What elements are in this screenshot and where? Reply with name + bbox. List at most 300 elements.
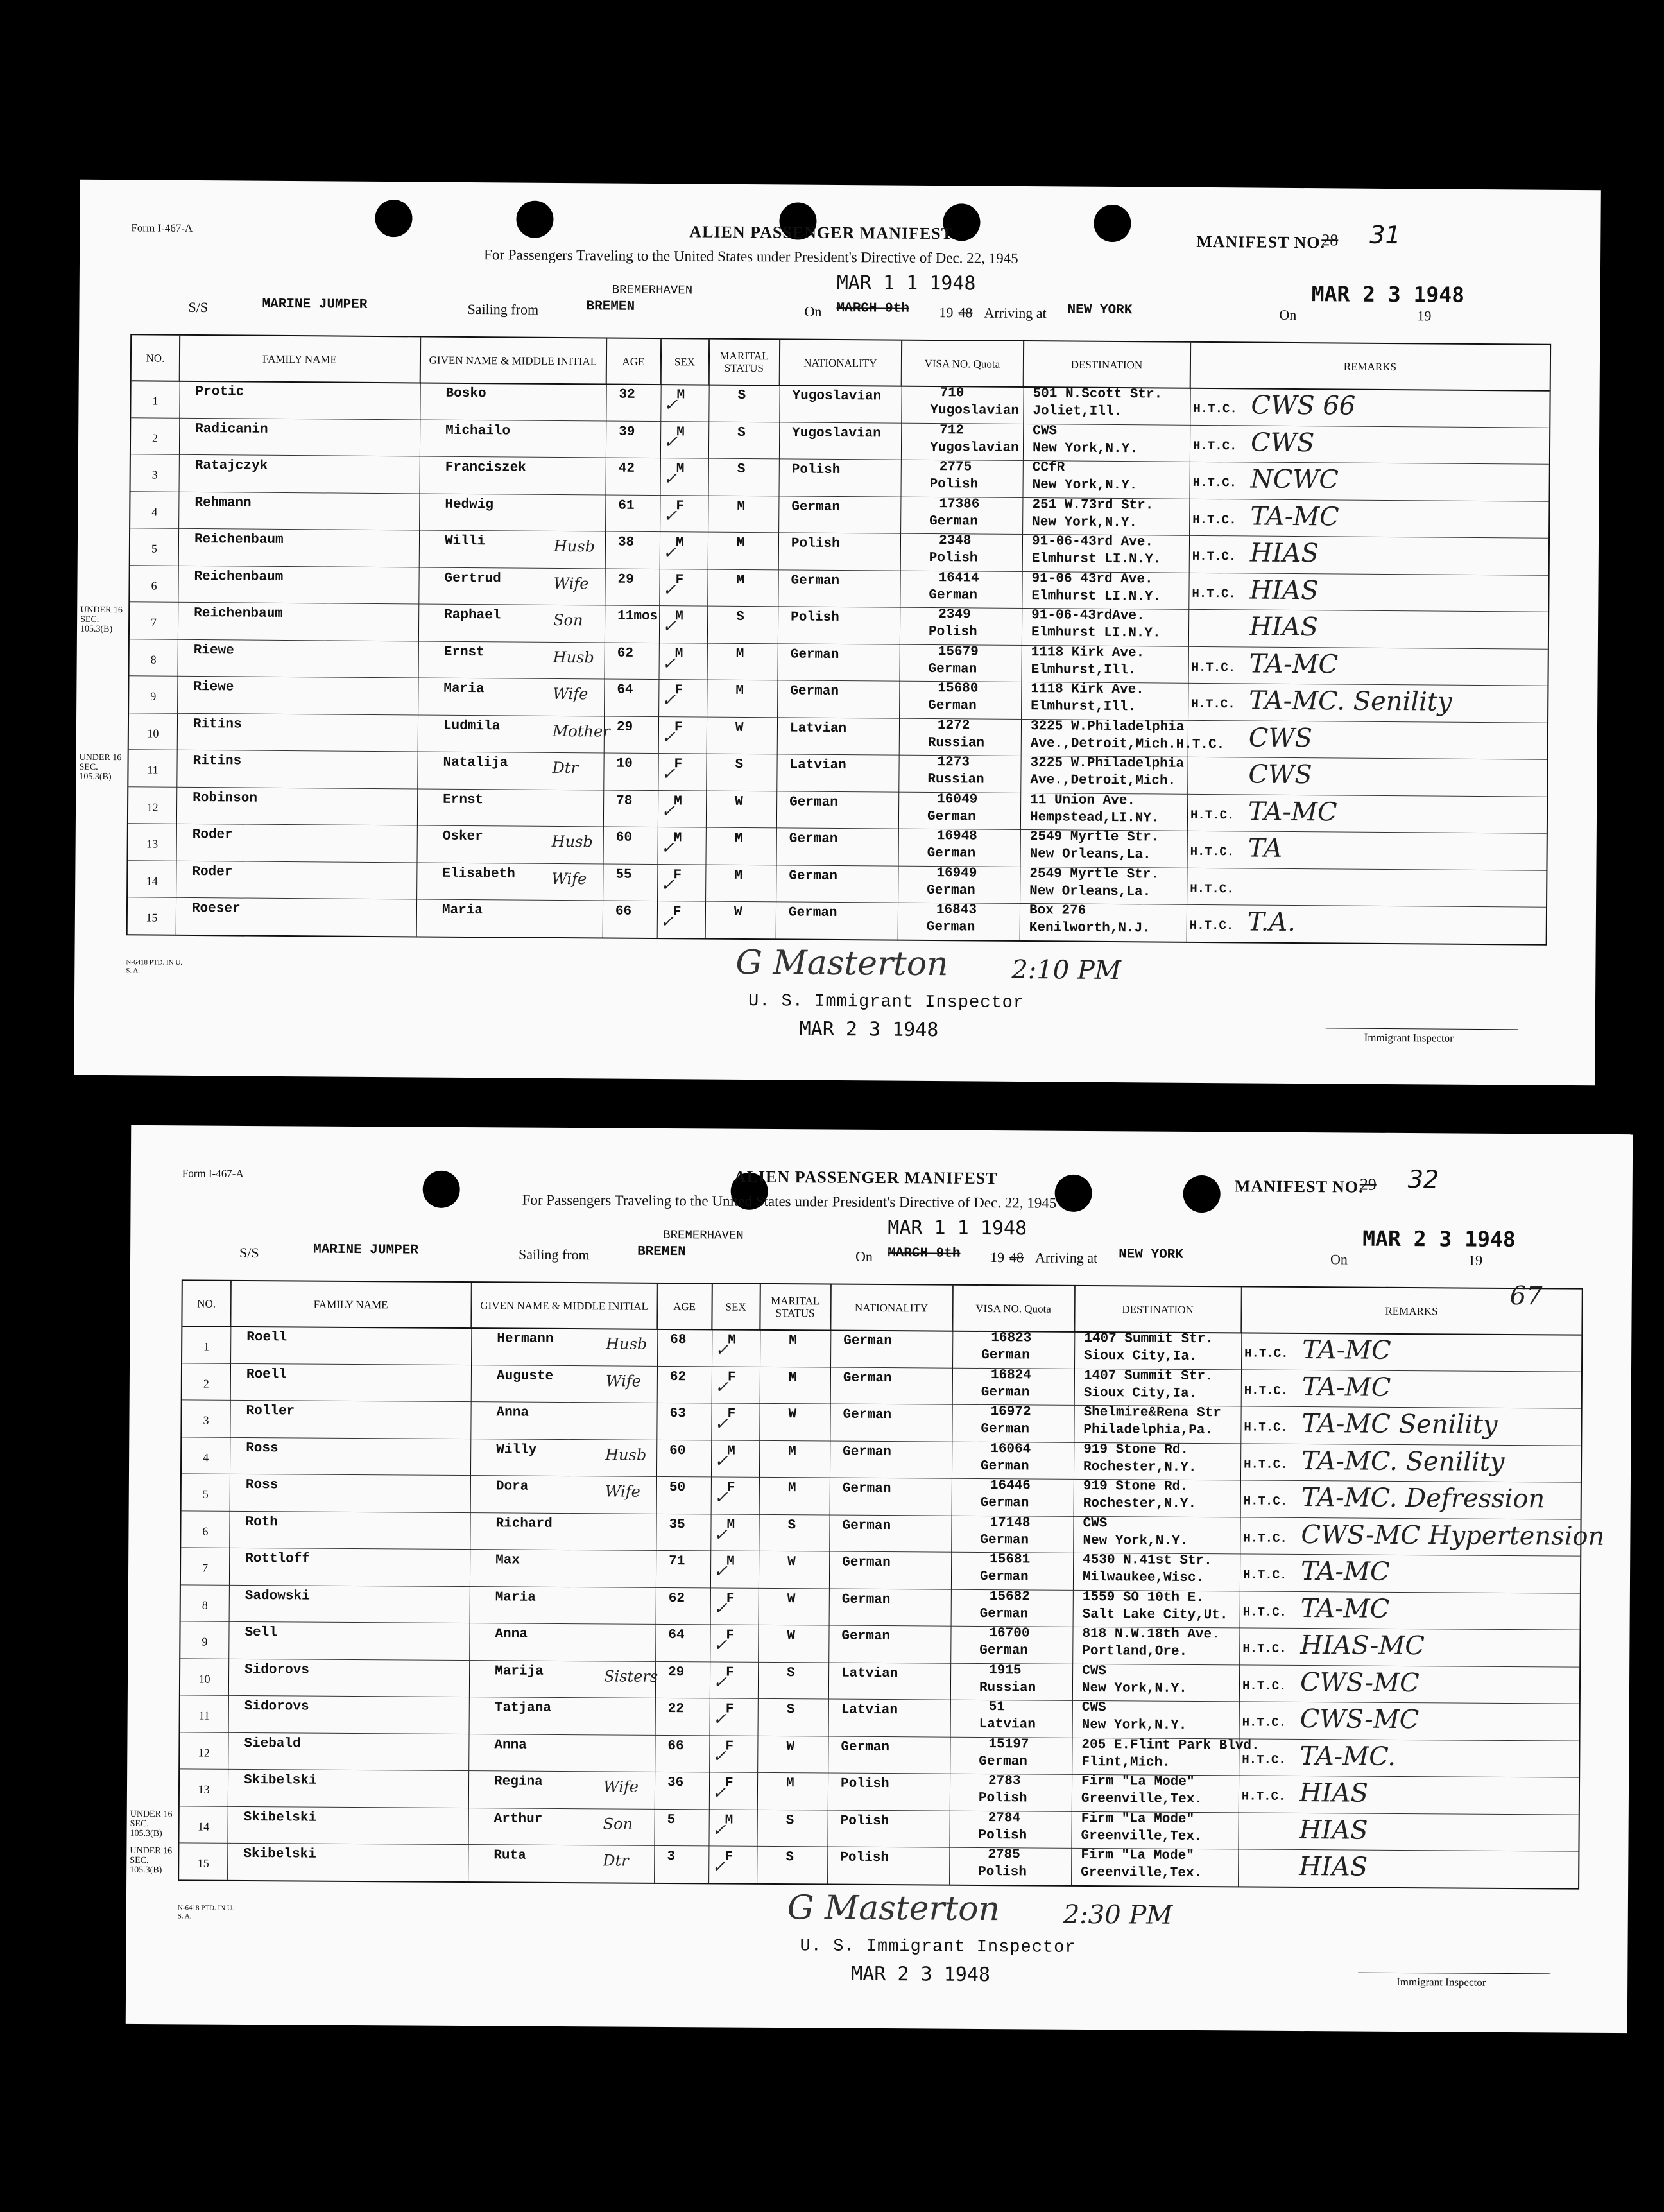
check-mark: ✓ (714, 1525, 728, 1545)
visa-number: 15681 (990, 1552, 1031, 1568)
check-mark: ✓ (663, 506, 678, 526)
nationality: Polish (791, 536, 840, 552)
remark-handwritten: TA-MC. Senility (1301, 1446, 1505, 1477)
manifest-number-label: MANIFEST NO. (1234, 1177, 1364, 1197)
given-name: Raphael (444, 607, 501, 623)
visa-quota: Latvian (979, 1716, 1036, 1732)
arriving-port: NEW YORK (1067, 302, 1133, 318)
destination-line2: New York,N.Y. (1083, 1533, 1188, 1549)
col-visa-header: VISA NO. Quota (952, 1286, 1074, 1331)
check-mark: ✓ (661, 765, 676, 784)
htc-code: H.T.C. (1244, 1456, 1288, 1472)
remark-handwritten: NCWC (1250, 464, 1339, 495)
nationality: Polish (840, 1850, 889, 1866)
htc-code: H.T.C. (1241, 1789, 1286, 1804)
row-number: 5 (202, 1487, 209, 1501)
manifest-table (178, 1279, 1605, 1889)
marital-status: S (737, 462, 746, 477)
age: 71 (669, 1553, 685, 1569)
marital-status: S (786, 1702, 795, 1718)
marital-status: S (787, 1517, 796, 1533)
family-relation-note: Husb (606, 1335, 648, 1353)
destination-line2: Rochester,N.Y. (1083, 1459, 1197, 1475)
destination-line1: 251 W.73rd Str. (1032, 497, 1154, 513)
col-destination-header: DESTINATION (1074, 1286, 1241, 1333)
remark-handwritten: TA-MC. Senility (1249, 686, 1452, 717)
visa-quota: Polish (978, 1864, 1027, 1880)
date-struck: MARCH 9th (836, 300, 910, 316)
family-name: Robinson (193, 790, 258, 806)
check-mark: ✓ (660, 912, 674, 932)
sex: F (726, 1665, 734, 1681)
destination-line2: New York,N.Y. (1081, 1717, 1187, 1733)
row-number: 8 (150, 653, 157, 666)
under-16-margin-note: UNDER 16 SEC. 105.3(B) (130, 1809, 173, 1838)
remark-handwritten: TA-MC (1301, 1372, 1391, 1403)
form-number: Form I-467-A (182, 1167, 244, 1180)
row-number: 6 (202, 1525, 209, 1538)
visa-quota: Polish (978, 1790, 1027, 1806)
destination-line2: Rochester,N.Y. (1083, 1496, 1197, 1512)
sailing-label: Sailing from (519, 1246, 590, 1263)
nationality: German (843, 1333, 892, 1349)
visa-number: 1915 (989, 1663, 1022, 1678)
nationality: Polish (791, 462, 841, 478)
destination-line2: Ave.,Detroit,Mich. (1030, 773, 1176, 789)
marital-status: W (735, 720, 744, 736)
sex: F (726, 1628, 735, 1643)
age: 64 (617, 682, 633, 698)
sex: M (676, 424, 685, 440)
marital-status: M (735, 683, 744, 698)
visa-quota: German (928, 661, 977, 677)
on2-label: On (1330, 1251, 1348, 1268)
year2: 19 (1417, 307, 1432, 324)
destination-line2: Salt Lake City,Ut. (1082, 1607, 1228, 1623)
nationality: German (841, 1629, 891, 1645)
manifest-number: 32 (1407, 1165, 1439, 1194)
age: 29 (616, 720, 633, 735)
family-name: Reichenbaum (194, 605, 283, 621)
row-number: 13 (146, 837, 159, 851)
family-relation-note: Husb (551, 832, 593, 851)
nationality: German (788, 905, 837, 921)
year-prefix: 19 (990, 1249, 1005, 1266)
col-nationality-header: NATIONALITY (780, 340, 902, 385)
age: 62 (668, 1591, 685, 1606)
htc-code: H.T.C. (1190, 844, 1235, 860)
row-number: 12 (198, 1746, 210, 1759)
marital-status: M (788, 1444, 796, 1459)
visa-quota: German (927, 883, 975, 899)
destination-line2: New York,N.Y. (1081, 1681, 1187, 1697)
ship-name: MARINE JUMPER (262, 297, 368, 313)
family-name: Roder (192, 827, 233, 843)
nationality: Yugoslavian (792, 425, 881, 441)
row-number: 8 (202, 1598, 208, 1612)
destination-line1: 1407 Summit Str. (1084, 1331, 1214, 1347)
visa-quota: German (981, 1421, 1030, 1437)
remark-handwritten: TA (1248, 833, 1283, 863)
family-name: Roell (246, 1329, 287, 1345)
visa-number: 16948 (936, 829, 977, 844)
age: 22 (667, 1701, 685, 1717)
visa-quota: Russian (979, 1680, 1036, 1695)
destination-line1: 2549 Myrtle Str. (1029, 866, 1160, 883)
nationality: German (843, 1370, 892, 1386)
destination-line2: Portland,Ore. (1082, 1643, 1188, 1659)
visa-number: 16824 (990, 1367, 1032, 1383)
destination-line2: Hempstead,LI.NY. (1029, 809, 1160, 826)
remark-handwritten: TA-MC. Defression (1301, 1483, 1545, 1514)
check-mark: ✓ (712, 1672, 727, 1693)
visa-number: 15682 (989, 1589, 1030, 1604)
check-mark: ✓ (661, 727, 676, 747)
check-mark: ✓ (714, 1451, 729, 1471)
visa-quota: German (979, 1606, 1029, 1621)
destination-line1: 91-06-43rdAve. (1031, 608, 1145, 624)
row-number: 6 (151, 579, 157, 592)
visa-number: 15197 (988, 1736, 1029, 1752)
visa-quota: German (927, 809, 976, 825)
manifest-sheet-31 (74, 180, 1601, 1086)
row-number: 9 (150, 689, 157, 703)
visa-number: 1272 (937, 718, 970, 733)
sex: F (727, 1406, 736, 1422)
check-mark: ✓ (662, 653, 676, 673)
given-name: Michailo (445, 423, 511, 438)
nationality: Yugoslavian (792, 388, 882, 404)
given-name: Arthur (493, 1811, 543, 1827)
given-name: Hedwig (445, 497, 494, 512)
given-name: Osker (442, 829, 483, 845)
visa-number: 15680 (938, 681, 979, 696)
nationality: German (789, 868, 838, 884)
visa-number: 2784 (988, 1810, 1021, 1826)
marital-status: M (736, 573, 745, 588)
destination-line1: 4530 N.41st Str. (1083, 1552, 1212, 1569)
destination-line1: 919 Stone Rd. (1083, 1442, 1189, 1458)
row-number: 15 (197, 1856, 209, 1870)
sex: F (726, 1591, 735, 1607)
destination-line1: CWS (1083, 1516, 1108, 1531)
manifest-sheet-32 (126, 1125, 1633, 2033)
punch-hole (1055, 1175, 1092, 1212)
col-marital-header: MARITAL STATUS (760, 1284, 830, 1330)
check-mark: ✓ (663, 432, 678, 452)
destination-line1: 1118 Kirk Ave. (1031, 644, 1145, 661)
row-number: 12 (146, 800, 159, 814)
table-row (179, 1842, 1578, 1888)
htc-code: H.T.C. (1190, 881, 1234, 896)
check-mark: ✓ (713, 1598, 728, 1619)
given-name: Anna (494, 1737, 527, 1753)
col-family-name-header: FAMILY NAME (180, 336, 420, 383)
given-name: Natalija (443, 755, 508, 771)
remark-handwritten: CWS (1248, 759, 1312, 790)
visa-quota: German (981, 1458, 1029, 1474)
visa-quota: German (980, 1495, 1029, 1511)
family-relation-note: Husb (553, 648, 594, 666)
destination-line2: Ave.,Detroit,Mich.H.T.C. (1030, 736, 1225, 752)
age: 60 (615, 830, 633, 845)
row-number: 10 (198, 1672, 210, 1686)
inspector-signature: G Masterton (735, 943, 948, 983)
nationality: Latvian (789, 757, 846, 773)
given-name: Richard (495, 1516, 553, 1532)
htc-code: H.T.C. (1192, 549, 1237, 564)
remark-handwritten: CWS (1250, 427, 1315, 458)
col-nationality-header: NATIONALITY (830, 1285, 952, 1331)
visa-quota: Russian (927, 772, 984, 788)
sex: M (726, 1554, 735, 1569)
age: 66 (615, 904, 632, 919)
arriving-label: Arriving at (1034, 1249, 1098, 1266)
age: 62 (617, 646, 634, 661)
age: 60 (669, 1443, 686, 1458)
visa-quota: German (979, 1643, 1029, 1659)
marital-status: M (787, 1481, 796, 1496)
family-relation-note: Husb (553, 537, 596, 556)
punch-hole (1183, 1175, 1220, 1213)
given-name: Anna (495, 1627, 528, 1642)
destination-line1: 501 N.Scott Str. (1033, 386, 1163, 402)
destination-line1: CCfR (1032, 460, 1065, 476)
manifest-subtitle: For Passengers Traveling to the United States under President's Directive of Dec. 22, 1945 (484, 246, 1018, 266)
marital-status: S (787, 1665, 795, 1681)
visa-quota: Polish (978, 1827, 1027, 1843)
destination-line2: Flint,Mich. (1081, 1754, 1171, 1770)
family-name: Siebald (244, 1736, 301, 1751)
remark-handwritten: CWS-MC Hypertension (1301, 1519, 1605, 1551)
under-16-margin-note: UNDER 16 SEC. 105.3(B) (79, 752, 122, 782)
given-name: Willy (496, 1442, 537, 1458)
destination-line2: Greenville,Tex. (1081, 1791, 1203, 1808)
inspector-signature-line (1358, 1972, 1550, 1974)
col-remarks-header: REMARKS (1343, 359, 1397, 373)
visa-number: 16972 (990, 1404, 1031, 1420)
age: 64 (668, 1627, 685, 1643)
given-name: Franciszek (445, 460, 526, 476)
arrival-stamp: MAR 2 3 1948 (1311, 281, 1465, 307)
manifest-table (126, 334, 1551, 945)
sex: M (676, 388, 685, 403)
visa-number: 51 (988, 1700, 1006, 1715)
check-mark: ✓ (712, 1857, 726, 1877)
nationality: German (841, 1740, 890, 1755)
visa-number: 2783 (988, 1774, 1021, 1789)
row-number: 9 (202, 1635, 208, 1648)
sex: M (673, 831, 682, 846)
given-name: Maria (495, 1589, 536, 1605)
given-name: Elisabeth (442, 866, 515, 882)
given-name: Maria (443, 681, 485, 697)
visa-quota: German (926, 919, 975, 935)
remark-handwritten: HIAS (1299, 1852, 1368, 1882)
manifest-title: ALIEN PASSENGER MANIFEST (733, 1167, 998, 1188)
given-name: Tatjana (494, 1700, 552, 1716)
check-mark: ✓ (713, 1562, 728, 1582)
age: 38 (617, 535, 635, 550)
marital-status: W (733, 904, 742, 920)
manifest-number-label: MANIFEST NO. (1196, 232, 1326, 252)
check-mark: ✓ (712, 1709, 727, 1729)
nationality: Polish (791, 610, 839, 626)
visa-quota: Polish (928, 624, 977, 640)
sex: M (675, 609, 683, 625)
sailing-label: Sailing from (467, 300, 539, 318)
col-given-name-header: GIVEN NAME & MIDDLE INITIAL (471, 1283, 657, 1329)
print-code: N-6418 PTD. IN U. S. A. (126, 958, 183, 974)
visa-quota: German (979, 1569, 1029, 1585)
destination-line1: Box 276 (1029, 903, 1086, 919)
age: 42 (618, 461, 635, 476)
family-name: Riewe (193, 679, 234, 695)
nationality: German (791, 573, 840, 589)
row-number: 14 (146, 874, 158, 888)
check-mark: ✓ (660, 801, 675, 821)
family-name: Reichenbaum (194, 569, 284, 585)
check-mark: ✓ (714, 1414, 729, 1434)
remark-handwritten: TA-MC (1302, 1335, 1391, 1365)
marital-status: W (787, 1629, 796, 1644)
destination-line2: Elmhurst,Ill. (1031, 662, 1136, 678)
destination-line1: 91-06 43rd Ave. (1031, 571, 1153, 587)
col-sex-header: SEX (661, 339, 709, 385)
visa-quota: German (929, 514, 978, 530)
destination-line1: 2549 Myrtle Str. (1029, 829, 1160, 845)
marital-status: W (735, 794, 743, 809)
htc-code: H.T.C. (1189, 918, 1234, 933)
sex: F (727, 1370, 736, 1385)
destination-line2: Greenville,Tex. (1081, 1828, 1203, 1844)
signature-time: 2:10 PM (1011, 955, 1121, 985)
year-struck: 48 (958, 304, 973, 321)
col-age-header: AGE (606, 338, 661, 384)
sex: M (727, 1444, 735, 1459)
col-sex-header: SEX (712, 1284, 760, 1329)
destination-line1: Firm "La Mode" (1081, 1774, 1195, 1790)
check-mark: ✓ (663, 469, 678, 489)
remark-handwritten: CWS-MC (1299, 1704, 1420, 1735)
sex: F (674, 757, 683, 772)
port-over: BREMERHAVEN (663, 1227, 744, 1243)
punch-hole (423, 1171, 460, 1208)
destination-line2: Sioux City,Ia. (1084, 1348, 1197, 1365)
marital-status: M (736, 535, 745, 551)
sex: M (726, 1517, 735, 1533)
family-name: Ritins (193, 753, 242, 769)
htc-code: H.T.C. (1242, 1715, 1287, 1730)
arriving-label: Arriving at (984, 304, 1047, 322)
punch-hole (516, 200, 553, 238)
visa-quota: German (929, 587, 978, 603)
check-mark: ✓ (712, 1820, 726, 1840)
given-name: Hermann (497, 1331, 554, 1347)
destination-line1: CWS (1033, 423, 1058, 438)
inspector-signature: G Masterton (787, 1888, 1000, 1928)
family-name: Riewe (193, 643, 234, 658)
inspector-label: Immigrant Inspector (1364, 1031, 1454, 1044)
destination-line1: Shelmire&Rena Str (1083, 1404, 1221, 1421)
marital-status: S (737, 425, 746, 440)
given-name: Auguste (496, 1368, 554, 1384)
remark-handwritten: T.A. (1247, 907, 1296, 937)
age: 29 (617, 572, 634, 587)
htc-code: H.T.C. (1191, 696, 1235, 712)
family-name: Ratajczyk (194, 458, 268, 474)
ss-label: S/S (188, 298, 209, 316)
typed-inspector-title: U. S. Immigrant Inspector (800, 1936, 1076, 1958)
date-struck: MARCH 9th (888, 1246, 961, 1261)
marital-status: M (737, 499, 746, 514)
destination-line1: 205 E.Flint Park Blvd. (1081, 1737, 1260, 1754)
col-given-name-header: GIVEN NAME & MIDDLE INITIAL (420, 337, 606, 383)
nationality: German (842, 1481, 891, 1497)
date-stamp: MAR 1 1 1948 (836, 271, 976, 295)
marital-status: M (734, 868, 743, 883)
col-family-name-header: FAMILY NAME (230, 1281, 471, 1327)
family-name: Skibelski (243, 1846, 316, 1862)
typed-inspector-title: U. S. Immigrant Inspector (748, 991, 1025, 1013)
col-age-header: AGE (657, 1284, 712, 1329)
manifest-subtitle: For Passengers Traveling to the United States under President's Directive of Dec. 22, 1945 (522, 1191, 1057, 1211)
age: 68 (670, 1333, 687, 1348)
destination-line2: Joliet,Ill. (1033, 404, 1122, 420)
family-name: Sadowski (244, 1588, 310, 1604)
sex: M (728, 1333, 736, 1348)
age: 32 (619, 387, 635, 402)
row-number: 11 (147, 763, 159, 777)
htc-code: H.T.C. (1191, 660, 1236, 675)
remark-handwritten: TA-MC (1249, 648, 1339, 679)
family-relation-note: Wife (551, 869, 587, 888)
sex: F (725, 1776, 733, 1791)
nationality: German (842, 1518, 891, 1534)
given-name: Maria (442, 903, 483, 919)
destination-line2: Sioux City,Ia. (1083, 1385, 1197, 1401)
destination-line1: 1407 Summit Str. (1083, 1368, 1214, 1384)
sex: F (725, 1849, 733, 1865)
remark-handwritten: CWS 66 (1251, 390, 1356, 421)
arrival-stamp: MAR 2 3 1948 (1362, 1225, 1516, 1252)
family-name: Ritins (193, 716, 242, 732)
nationality: Polish (840, 1813, 889, 1829)
age: 63 (669, 1406, 686, 1422)
sex: F (674, 720, 683, 735)
check-mark: ✓ (714, 1488, 728, 1508)
col-visa-header: VISA NO. Quota (902, 341, 1024, 386)
nationality: German (789, 794, 838, 810)
age: 36 (667, 1775, 684, 1791)
check-mark: ✓ (712, 1746, 727, 1767)
age: 29 (668, 1664, 685, 1680)
marital-status: W (787, 1555, 796, 1570)
visa-number: 2349 (938, 607, 971, 623)
remark-handwritten: HIAS (1249, 612, 1319, 643)
family-name: Skibelski (243, 1810, 317, 1826)
check-mark: ✓ (713, 1636, 728, 1655)
age: 66 (667, 1738, 684, 1754)
row-number: 2 (203, 1377, 209, 1390)
check-mark: ✓ (712, 1783, 726, 1803)
port-over: BREMERHAVEN (612, 282, 693, 298)
destination-line2: Elmhurst LI.N.Y. (1031, 625, 1161, 641)
family-relation-note: Wife (605, 1482, 640, 1501)
check-mark: ✓ (660, 838, 675, 858)
htc-code: H.T.C. (1242, 1752, 1286, 1767)
destination-line2: Elmhurst LI.N.Y. (1031, 551, 1162, 567)
